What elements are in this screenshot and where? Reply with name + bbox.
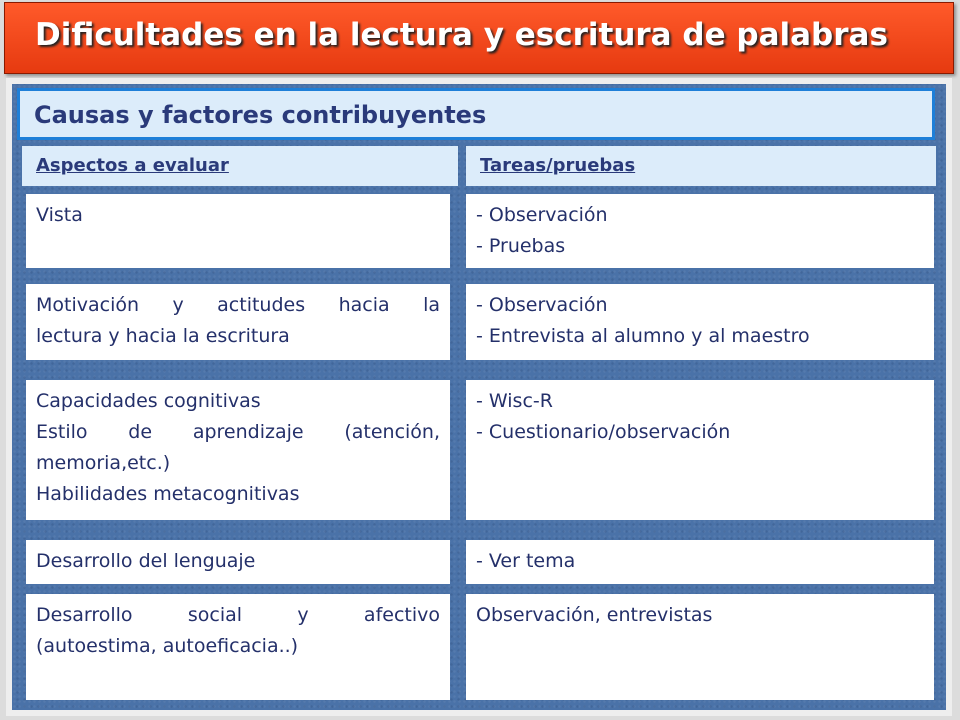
column-header-aspects-label: Aspectos a evaluar (36, 155, 229, 176)
slide-title: Dificultades en la lectura y escritura de palabras (35, 17, 888, 53)
task-cell-capacidades (466, 380, 934, 520)
task-text: - Wisc-R (476, 390, 553, 412)
aspect-cell-social (26, 594, 450, 700)
task-cell-vista (466, 194, 934, 268)
aspect-text: (autoestima, autoeficacia..) (36, 635, 299, 657)
column-header-tasks-label: Tareas/pruebas (480, 155, 636, 176)
title-bar (4, 2, 954, 74)
task-text: - Observación (476, 204, 608, 226)
aspect-text: Estilo de aprendizaje (atención, (36, 421, 440, 443)
aspect-text: Desarrollo social y afectivo (36, 604, 440, 626)
aspect-text: lectura y hacia la escritura (36, 325, 290, 347)
aspect-cell-vista (26, 194, 450, 268)
column-header-aspects (22, 146, 458, 186)
task-text: - Entrevista al alumno y al maestro (476, 325, 810, 347)
task-text: - Ver tema (476, 550, 576, 572)
aspect-text: Habilidades metacognitivas (36, 483, 300, 505)
aspect-text: Desarrollo del lenguaje (36, 550, 256, 572)
section-heading: Causas y factores contribuyentes (34, 101, 487, 129)
task-text: - Cuestionario/observación (476, 421, 731, 443)
task-text: - Observación (476, 294, 608, 316)
task-text: Observación, entrevistas (476, 604, 713, 626)
aspect-text: memoria,etc.) (36, 452, 171, 474)
aspect-text: Vista (36, 204, 83, 226)
aspect-text: Capacidades cognitivas (36, 390, 261, 412)
task-cell-social (466, 594, 934, 700)
task-text: - Pruebas (476, 235, 566, 257)
aspect-cell-capacidades (26, 380, 450, 520)
column-header-tasks (466, 146, 936, 186)
aspect-text: Motivación y actitudes hacia la (36, 294, 440, 316)
aspect-cell-motivacion (26, 284, 450, 360)
section-heading-box (17, 88, 935, 140)
aspect-cell-lenguaje (26, 540, 450, 584)
task-cell-lenguaje (466, 540, 934, 584)
task-cell-motivacion (466, 284, 934, 360)
